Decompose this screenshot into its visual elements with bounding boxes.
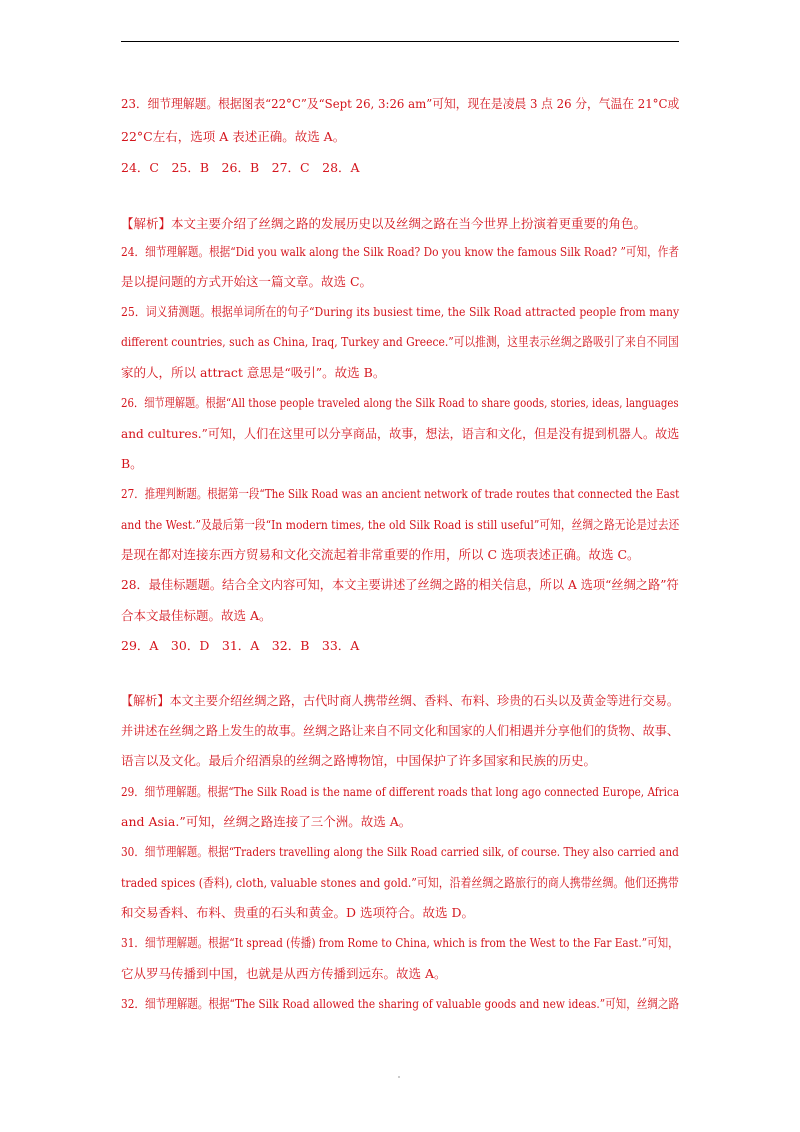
text-line: and Asia.”可知，丝绸之路连接了三个洲。故选 A。 <box>121 814 412 829</box>
text-line: 是现在都对连接东西方贸易和文化交流起着非常重要的作用，所以 C 选项表述正确。故选 C。 <box>121 547 640 562</box>
text-line: 并讲述在丝绸之路上发生的故事。丝绸之路让来自不同文化和国家的人们相遇并分享他们的货物、故事、 <box>121 723 680 738</box>
header-rule <box>121 41 679 42</box>
text-line: B。 <box>121 456 143 471</box>
text-line: 语言以及文化。最后介绍酒泉的丝绸之路博物馆，中国保护了许多国家和民族的历史。 <box>121 753 597 768</box>
text-line: 27．推理判断题。根据第一段“The Silk Road was an ancient network of trade routes that connected the East <box>121 486 680 501</box>
text-line: 23．细节理解题。根据图表“22°C”及“Sept 26, 3:26 am”可知，现在是凌晨 3 点 26 分，气温在 21°C或 <box>121 96 680 111</box>
text-line: 和交易香料、布料、贵重的石头和黄金。D 选项符合。故选 D。 <box>121 905 474 920</box>
analysis-heading: 【解析】本文主要介绍了丝绸之路的发展历史以及丝绸之路在当今世界上扮演着更重要的角色。 <box>121 216 647 231</box>
text-line: 合本文最佳标题。故选 A。 <box>121 608 272 623</box>
text-line: 30．细节理解题。根据“Traders travelling along the Silk Road carried silk, of course. They also carried and <box>121 844 679 859</box>
text-line: 26．细节理解题。根据“All those people traveled along the Silk Road to share goods, stories, ideas, languages <box>121 395 679 410</box>
text-line: 29．A 30．D 31．A 32．B 33．A <box>121 638 360 653</box>
text-line: and the West.”及最后第一段“In modern times, the old Silk Road is still useful”可知，丝绸之路无论是过去还 <box>121 517 680 532</box>
text-line: 家的人，所以 attract 意思是“吸引”。故选 B。 <box>121 365 386 380</box>
text-line: 32．细节理解题。根据“The Silk Road allowed the sharing of valuable goods and new ideas.”可知，丝绸之路 <box>121 996 680 1011</box>
text-line: different countries, such as China, Iraq, Turkey and Greece.”可以推测，这里表示丝绸之路吸引了来自不同国 <box>121 334 679 349</box>
text-line: traded spices (香料), cloth, valuable stones and gold.”可知，沿着丝绸之路旅行的商人携带丝绸。他们还携带 <box>121 875 679 890</box>
text-line: 31．细节理解题。根据“It spread (传播) from Rome to China, which is from the West to the Far East.”可知， <box>121 935 679 950</box>
text-line: 是以提问题的方式开始这一篇文章。故选 C。 <box>121 274 373 289</box>
text-line: 24．C 25．B 26．B 27．C 28．A <box>121 160 360 175</box>
text-line: 28．最佳标题题。结合全文内容可知，本文主要讲述了丝绸之路的相关信息，所以 A 选项“丝绸之路”符 <box>121 577 679 592</box>
analysis-heading: 【解析】本文主要介绍丝绸之路，古代时商人携带丝绸、香料、布料、珍贵的石头以及黄金等进行交易。 <box>121 693 680 708</box>
text-line: and cultures.”可知，人们在这里可以分享商品，故事，想法，语言和文化，但是没有提到机器人。故选 <box>121 426 680 441</box>
text-line: 24．细节理解题。根据“Did you walk along the Silk Road? Do you know the famous Silk Road? ”可知，作者 <box>121 244 680 259</box>
text-line: 它从罗马传播到中国，也就是从西方传播到远东。故选 A。 <box>121 966 447 981</box>
text-line: 29．细节理解题。根据“The Silk Road is the name of different roads that long ago connected Europe, Africa <box>121 784 680 799</box>
footer-dot <box>398 1076 400 1078</box>
text-line: 22°C左右，选项 A 表述正确。故选 A。 <box>121 129 346 144</box>
text-line: 25．词义猜测题。根据单词所在的句子“During its busiest time, the Silk Road attracted people from many <box>121 304 680 319</box>
